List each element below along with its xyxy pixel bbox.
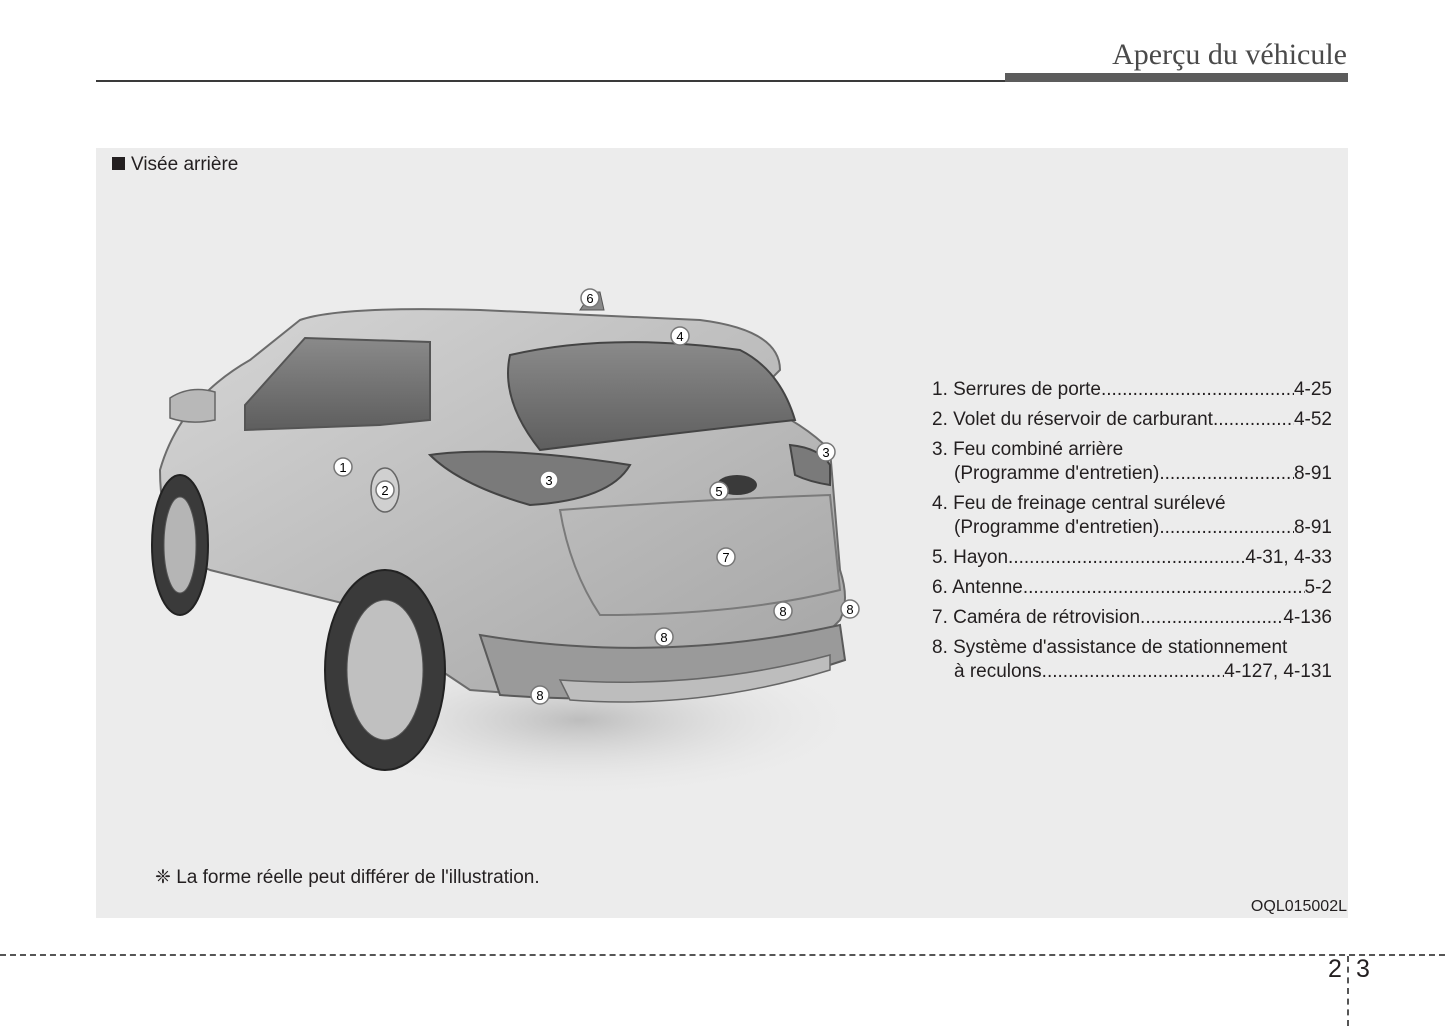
- svg-text:3: 3: [822, 445, 830, 460]
- part-page: 4-136: [1283, 607, 1332, 628]
- page-separator: [1347, 956, 1349, 1026]
- part-page: 8-91: [1293, 517, 1332, 538]
- svg-text:4: 4: [676, 329, 684, 344]
- chapter-number: 2: [1328, 955, 1342, 983]
- front-rim: [164, 497, 196, 593]
- rear-rim: [347, 600, 423, 740]
- callout-8-a: [774, 602, 792, 620]
- callout-8-d: [531, 686, 549, 704]
- svg-text:6: 6: [586, 291, 594, 306]
- part-page: 5-2: [1304, 577, 1332, 598]
- callout-8-c: [655, 628, 673, 646]
- part-label: 1. Serrures de porte: [932, 379, 1101, 400]
- svg-text:7: 7: [722, 550, 730, 565]
- part-page: 4-25: [1293, 379, 1332, 400]
- list-item: [932, 636, 1332, 684]
- disclaimer-note: ❈ La forme réelle peut différer de l'illustration.: [155, 867, 540, 888]
- list-item: [932, 546, 1332, 570]
- footer-dashed-rule: [0, 954, 1445, 956]
- part-sublabel: (Programme d'entretien): [954, 463, 1160, 484]
- callout-8-b: [841, 600, 859, 618]
- svg-text:3: 3: [545, 473, 553, 488]
- page-number: 3: [1356, 955, 1370, 983]
- part-label: 4. Feu de freinage central surélevé: [932, 493, 1226, 514]
- section-title: [112, 154, 238, 176]
- part-sublabel: (Programme d'entretien): [954, 517, 1160, 538]
- part-page: 4-52: [1293, 409, 1332, 430]
- bullet-square-icon: [112, 157, 125, 170]
- list-item: [932, 492, 1332, 540]
- parts-list: [932, 378, 1332, 690]
- header-accent-bar: [1005, 73, 1348, 82]
- part-label: 7. Caméra de rétrovision: [932, 607, 1141, 628]
- callout-4: [671, 327, 689, 345]
- callout-3-left: [540, 471, 558, 489]
- svg-text:8: 8: [779, 604, 787, 619]
- page-header-title: Aperçu du véhicule: [1112, 38, 1347, 71]
- svg-text:2: 2: [381, 483, 389, 498]
- part-label: 3. Feu combiné arrière: [932, 439, 1124, 460]
- side-mirror: [170, 390, 215, 423]
- part-page: 8-91: [1293, 463, 1332, 484]
- svg-text:5: 5: [715, 484, 723, 499]
- svg-text:8: 8: [660, 630, 668, 645]
- list-item: [932, 576, 1332, 600]
- callout-6: [581, 289, 599, 307]
- callout-5: [710, 482, 728, 500]
- part-label: 5. Hayon: [932, 547, 1009, 568]
- callout-3-right: [817, 443, 835, 461]
- vehicle-rear-illustration: [140, 270, 880, 810]
- part-label: 8. Système d'assistance de stationnement: [932, 637, 1288, 658]
- list-item: [932, 606, 1332, 630]
- svg-text:8: 8: [536, 688, 544, 703]
- list-item: [932, 408, 1332, 432]
- part-page: 4-31, 4-33: [1245, 547, 1332, 568]
- callout-1: [334, 458, 352, 476]
- callout-2: [376, 481, 394, 499]
- part-label: 6. Antenne: [932, 577, 1023, 598]
- part-label: 2. Volet du réservoir de carburant: [932, 409, 1213, 430]
- svg-text:8: 8: [846, 602, 854, 617]
- list-item: [932, 378, 1332, 402]
- callout-7: [717, 548, 735, 566]
- part-sublabel: à reculons: [954, 661, 1042, 682]
- list-item: [932, 438, 1332, 486]
- image-code: OQL015002L: [1250, 898, 1347, 915]
- svg-text:1: 1: [339, 460, 347, 475]
- part-page: 4-127, 4-131: [1224, 661, 1332, 682]
- section-title-text: Visée arrière: [131, 154, 239, 175]
